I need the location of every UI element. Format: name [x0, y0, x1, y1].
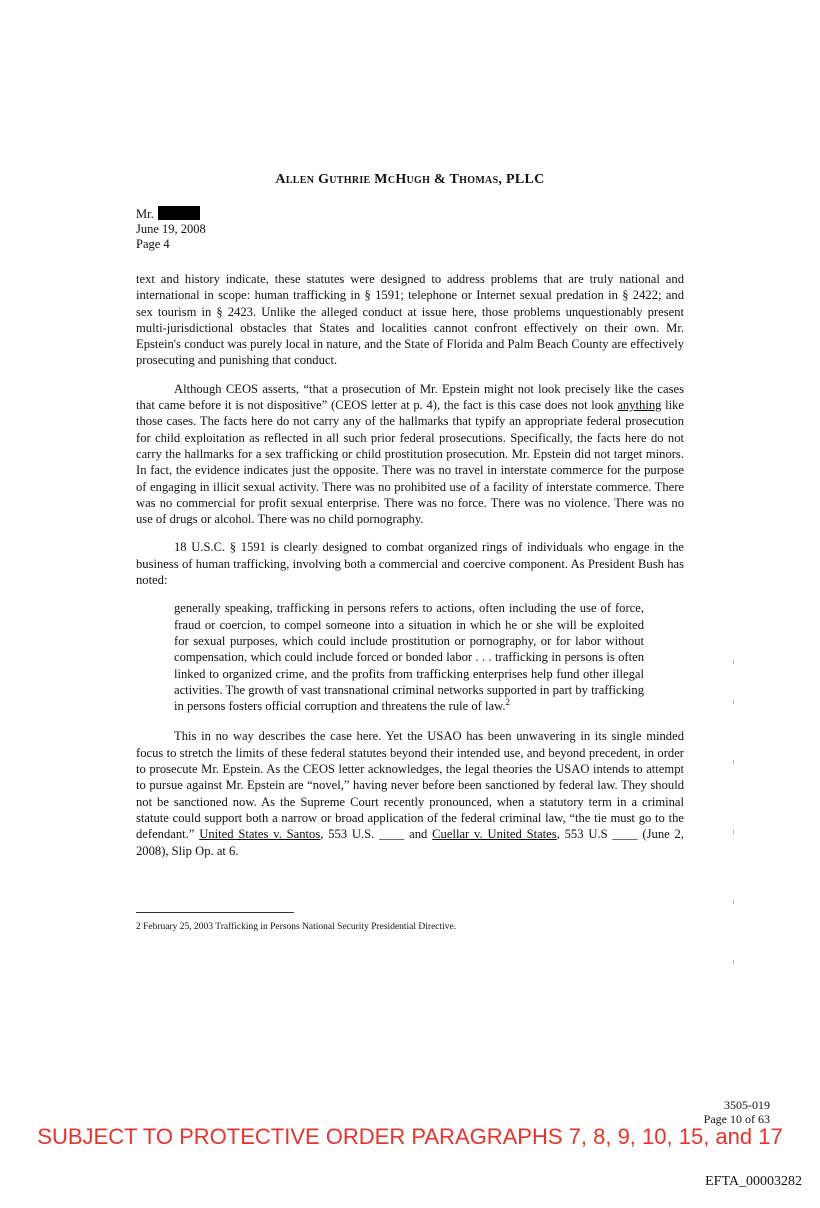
- scan-artifact: [733, 660, 734, 664]
- scan-artifact: [733, 960, 734, 964]
- letter-body: [136, 271, 684, 871]
- page-identifier: [704, 1098, 770, 1126]
- footnote-marker: 2: [505, 696, 511, 707]
- case-citation-santos: United States v. Santos: [199, 827, 321, 842]
- footnote-divider: [136, 912, 294, 913]
- scan-artifact: [733, 900, 734, 904]
- scan-artifact: [733, 830, 734, 834]
- paragraph-1: text and history indicate, these statutes were designed to address problems that are truly national and international in scope: human trafficking in § 1591; telephone or Internet sexual predation in § 2422; and sex tourism in § 2423. Unlike the alleged conduct at issue here, those problems unquestionably present multi-jurisdictional obstacles that States and localities cannot confront effectively on their own. Mr. Epstein's conduct was purely local in nature, and the State of Florida and Palm Beach County are effectively prosecuting and punishing that conduct.: [136, 272, 684, 368]
- address-block: [136, 206, 206, 252]
- redaction-box: [158, 206, 200, 220]
- paragraph-2-text-b: like those cases. The facts here do not carry any of the hallmarks that typify an appropriate federal prosecution for child exploitation as reflected in all such prior federal prosecutions. Specifically, the facts here do not carry the hallmarks for a sex trafficking or child prostitution prosecution. Mr. Epstein did not target minors. In fact, the evidence indicates just the opposite. There was no travel in interstate commerce for the purpose of engaging in illicit sexual activity. There was no prohibited use of a facility of interstate commerce. There was no commercial for profit sexual enterprise. There was no force. There was no violence. There was no use of drugs or alcohol. There was no child pornography.: [136, 398, 684, 527]
- scan-artifact: [733, 700, 734, 704]
- bates-number: EFTA_00003282: [705, 1174, 802, 1189]
- scan-artifact: [733, 760, 734, 764]
- page-of-total: Page 10 of 63: [703, 1112, 770, 1126]
- block-quote-text: generally speaking, trafficking in persons refers to actions, often including the use of force, fraud or coercion, to compel someone into a situation in which he or she will be exploited for sexual purposes, which could include prostitution or pornography, or for labor without compensation, which could include forced or bonded labor . . . trafficking in persons is often linked to organized crime, and the profits from trafficking enterprises help fund other illegal activities. The growth of vast transnational criminal networks supported in part by trafficking in persons fosters official corruption and threatens the rule of law.: [174, 601, 644, 714]
- paragraph-4: [136, 728, 684, 858]
- letter-date: June 19, 2008: [136, 222, 206, 236]
- letter-page-number: Page 4: [136, 237, 170, 251]
- protective-order-banner: SUBJECT TO PROTECTIVE ORDER PARAGRAPHS 7, 8, 9, 10, 15, and 17: [37, 1124, 783, 1149]
- letterhead-firm-name: Allen Guthrie McHugh & Thomas, PLLC: [275, 172, 545, 187]
- paragraph-2-text-a: Although CEOS asserts, “that a prosecution of Mr. Epstein might not look precisely like the cases that came before it is not dispositive” (CEOS letter at p. 4), the fact is this case does not look: [136, 381, 684, 413]
- paragraph-4-text-a: This in no way describes the case here. Yet the USAO has been unwavering in its single minded focus to stretch the limits of these federal statutes beyond their intended use, and beyond precedent, in order to prosecute Mr. Epstein. As the CEOS letter acknowledges, the legal theories the USAO intends to attempt to pursue against Mr. Epstein are “novel,” having never before been sanctioned by federal law. They should not be sanctioned now. As the Supreme Court recently pronounced, when a statutory term in a criminal statute could support both a narrow or broad application of the federal criminal law, “the tie must go to the defendant.”: [136, 729, 684, 842]
- salutation: Mr.: [136, 207, 154, 221]
- doc-number: 3505-019: [724, 1098, 770, 1112]
- paragraph-3: 18 U.S.C. § 1591 is clearly designed to combat organized rings of individuals who engage in the business of human trafficking, involving both a commercial and coercive component. As President Bush has noted:: [136, 540, 684, 588]
- footnote-2: 2 February 25, 2003 Trafficking in Persons National Security Presidential Directive.: [136, 922, 457, 932]
- emphasis-anything: anything: [617, 398, 662, 413]
- paragraph-4-text-b: , 553 U.S. ____ and: [320, 827, 433, 842]
- recipient-line: [136, 206, 206, 222]
- block-quote: [174, 600, 644, 714]
- paragraph-2: [136, 381, 684, 528]
- paragraph-4-text-c: , 553 U.S ____ (June 2, 2008), Slip Op. at 6.: [136, 827, 684, 858]
- case-citation-cuellar: Cuellar v. United States: [432, 827, 557, 842]
